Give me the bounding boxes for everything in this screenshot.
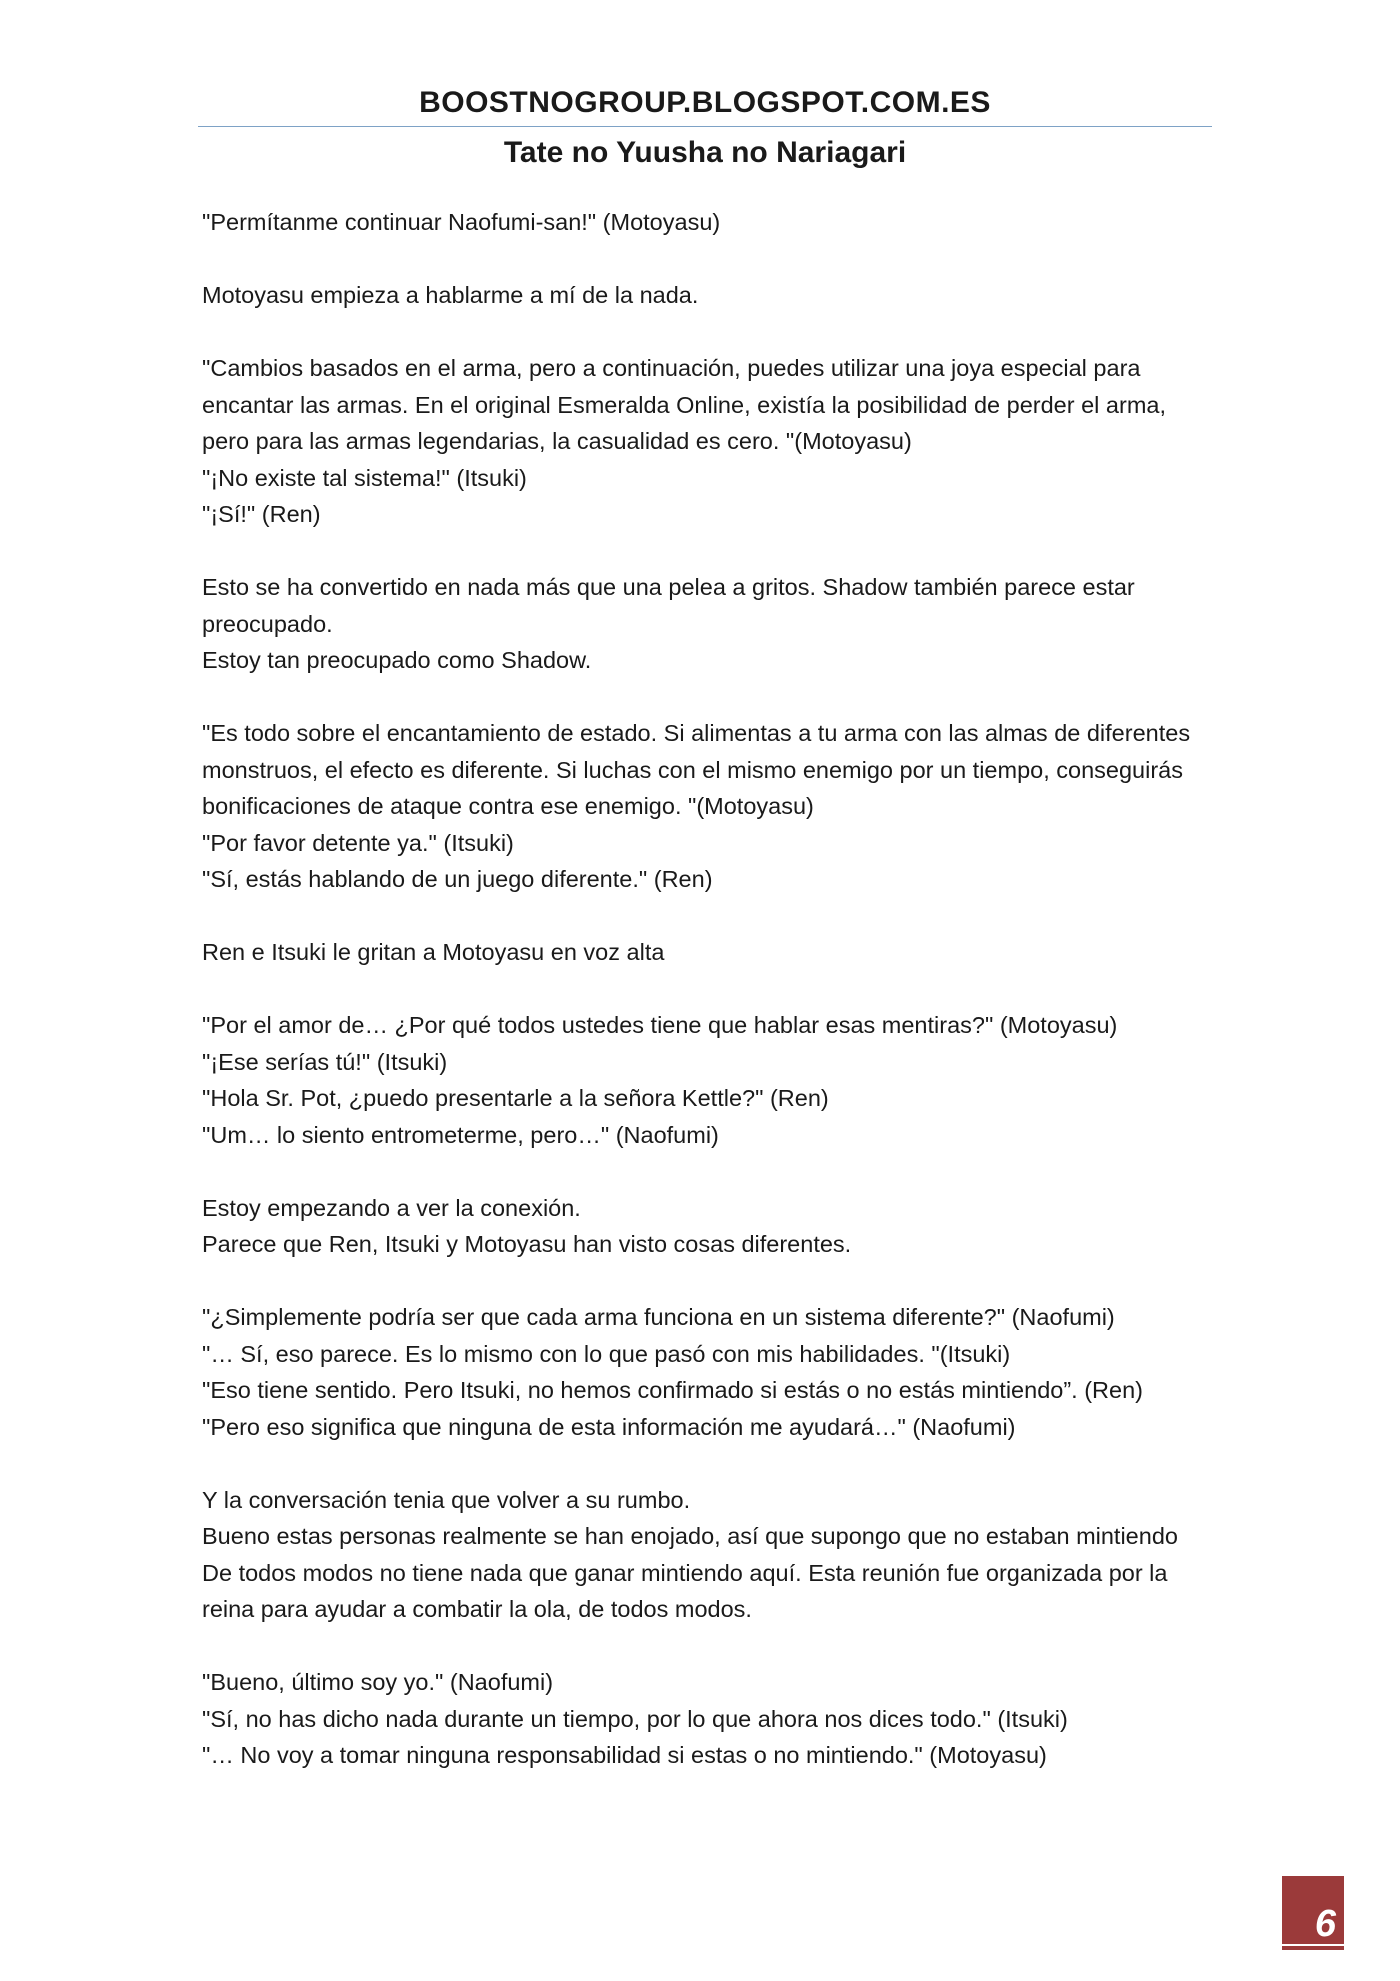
page-header bbox=[198, 80, 1212, 177]
site-url: BOOSTNOGROUP.BLOGSPOT.COM.ES bbox=[419, 86, 991, 119]
book-title: Tate no Yuusha no Nariagari bbox=[503, 136, 907, 169]
text-line: "¡Ese serías tú!" (Itsuki) bbox=[202, 1048, 448, 1075]
text-line: monstruos, el efecto es diferente. Si luchas con el mismo enemigo por un tiempo, conseguirás bbox=[202, 756, 1183, 783]
text-line: "¡No existe tal sistema!" (Itsuki) bbox=[202, 464, 527, 491]
text-line: Y la conversación tenia que volver a su rumbo. bbox=[202, 1486, 691, 1513]
header-divider bbox=[198, 126, 1212, 127]
text-line: "Es todo sobre el encantamiento de estado. Si alimentas a tu arma con las almas de diferentes bbox=[202, 720, 1191, 746]
paragraph bbox=[202, 204, 1212, 241]
text-line: bonificaciones de ataque contra ese enemigo. "(Motoyasu) bbox=[202, 793, 814, 819]
paragraph bbox=[202, 350, 1212, 533]
text-line: "Por el amor de… ¿Por qué todos ustedes tiene que hablar esas mentiras?" (Motoyasu) bbox=[202, 1012, 1118, 1038]
text-line: Estoy tan preocupado como Shadow. bbox=[202, 647, 592, 673]
text-line: "Hola Sr. Pot, ¿puedo presentarle a la señora Kettle?" (Ren) bbox=[202, 1085, 829, 1111]
paragraph bbox=[202, 715, 1212, 898]
page-number-badge bbox=[1282, 1876, 1344, 1950]
paragraph bbox=[202, 1190, 1212, 1263]
text-line: Esto se ha convertido en nada más que una pelea a gritos. Shadow también parece estar bbox=[202, 574, 1135, 600]
text-line: "Um… lo siento entrometerme, pero…" (Naofumi) bbox=[202, 1121, 719, 1148]
text-line: Bueno estas personas realmente se han enojado, así que supongo que no estaban mintiendo bbox=[202, 1523, 1178, 1549]
text-line: preocupado. bbox=[202, 610, 333, 637]
paragraph bbox=[202, 1664, 1212, 1774]
text-line: reina para ayudar a combatir la ola, de todos modos. bbox=[202, 1596, 752, 1622]
text-line: pero para las armas legendarias, la casualidad es cero. "(Motoyasu) bbox=[202, 428, 912, 454]
text-line: "Cambios basados en el arma, pero a continuación, puedes utilizar una joya especial para bbox=[202, 355, 1141, 381]
page-body bbox=[202, 204, 1212, 1810]
paragraph bbox=[202, 1299, 1212, 1445]
text-line: "Sí, estás hablando de un juego diferente." (Ren) bbox=[202, 866, 713, 892]
text-line: "¿Simplemente podría ser que cada arma funciona en un sistema diferente?" (Naofumi) bbox=[202, 1304, 1115, 1330]
text-line: "… Sí, eso parece. Es lo mismo con lo que pasó con mis habilidades. "(Itsuki) bbox=[202, 1340, 1011, 1367]
text-line: De todos modos no tiene nada que ganar mintiendo aquí. Esta reunión fue organizada por la bbox=[202, 1559, 1168, 1586]
page-number-underline bbox=[1282, 1944, 1344, 1946]
text-line: "Por favor detente ya." (Itsuki) bbox=[202, 829, 514, 856]
text-line: Estoy empezando a ver la conexión. bbox=[202, 1194, 581, 1221]
text-line: "Pero eso significa que ninguna de esta información me ayudará…" (Naofumi) bbox=[202, 1413, 1016, 1440]
text-line: "Sí, no has dicho nada durante un tiempo, por lo que ahora nos dices todo." (Itsuki) bbox=[202, 1705, 1068, 1732]
page-number: 6 bbox=[1314, 1903, 1336, 1945]
paragraph bbox=[202, 1482, 1212, 1628]
text-line: "… No voy a tomar ninguna responsabilidad si estas o no mintiendo." (Motoyasu) bbox=[202, 1742, 1047, 1768]
text-line: "Eso tiene sentido. Pero Itsuki, no hemos confirmado si estás o no estás mintiendo”. (Ren) bbox=[202, 1377, 1143, 1403]
paragraph bbox=[202, 277, 1212, 314]
text-line: Motoyasu empieza a hablarme a mí de la nada. bbox=[202, 282, 699, 308]
text-line: "¡Sí!" (Ren) bbox=[202, 501, 321, 527]
text-line: "Permítanme continuar Naofumi-san!" (Motoyasu) bbox=[202, 209, 721, 235]
paragraph bbox=[202, 1007, 1212, 1153]
text-line: encantar las armas. En el original Esmeralda Online, existía la posibilidad de perder el arma, bbox=[202, 391, 1166, 418]
text-line: Ren e Itsuki le gritan a Motoyasu en voz alta bbox=[202, 939, 665, 965]
text-line: "Bueno, último soy yo." (Naofumi) bbox=[202, 1669, 554, 1695]
paragraph bbox=[202, 934, 1212, 971]
text-line: Parece que Ren, Itsuki y Motoyasu han visto cosas diferentes. bbox=[202, 1231, 852, 1257]
paragraph bbox=[202, 569, 1212, 679]
